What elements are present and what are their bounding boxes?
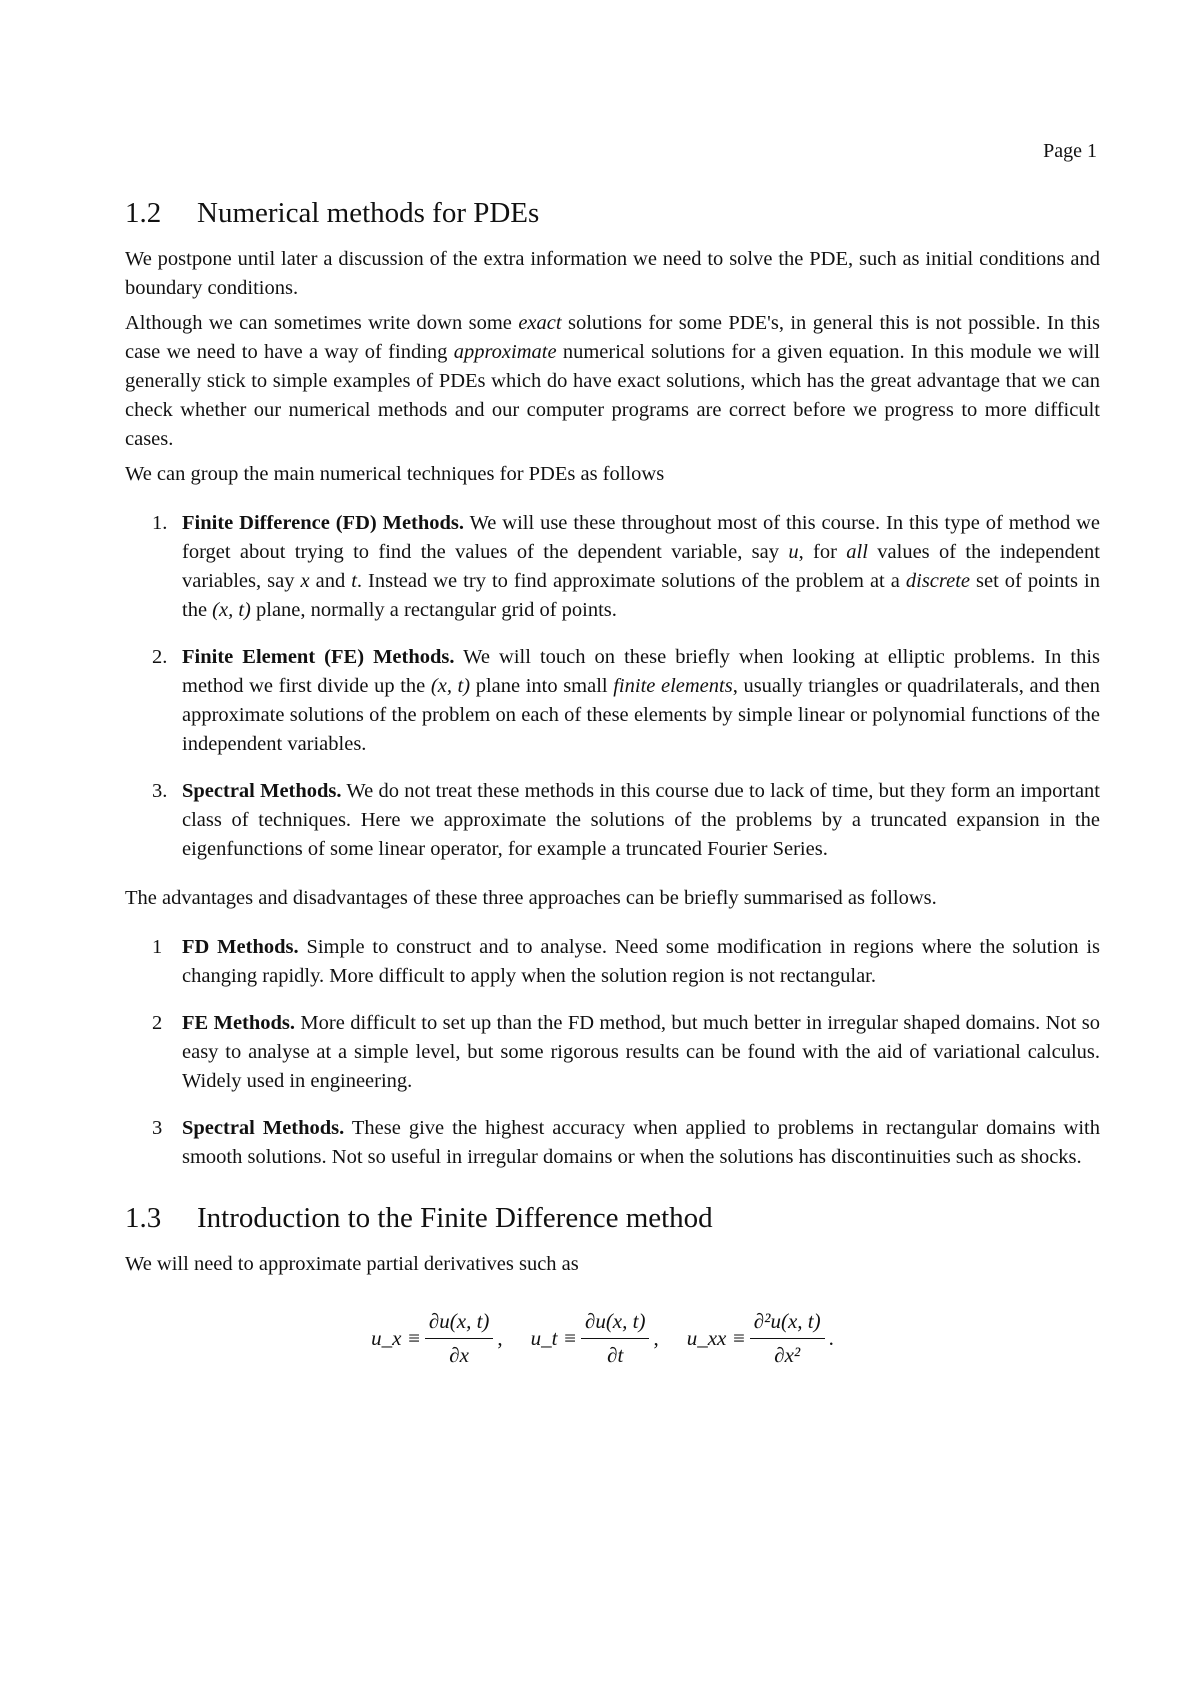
techniques-list	[125, 509, 1100, 864]
text-run: . Instead we try to find approximate solutions of the problem at a	[356, 570, 906, 592]
list-item	[125, 509, 1100, 625]
section-heading-1-3	[125, 1200, 1100, 1236]
item-title: Spectral Methods.	[182, 1117, 345, 1139]
list-item	[125, 933, 1100, 991]
fraction-denominator: ∂x²	[774, 1343, 801, 1367]
fraction-denominator: ∂t	[607, 1343, 624, 1367]
text-run: and	[309, 570, 352, 592]
paragraph: We postpone until later a discussion of the extra information we need to solve the PDE, such as initial conditions and boundary conditions.	[125, 248, 1100, 299]
text-run: We do not treat these methods in this course due to lack of time, but they form an important class of techniques. Here we approximate the solutions of the problems by a truncated expansion in the eigenfunctions of some linear operator, for example a truncated Fourier Series.	[182, 780, 1100, 860]
section-title: Numerical methods for PDEs	[197, 197, 540, 229]
list-item	[125, 1009, 1100, 1096]
page-content	[125, 195, 1100, 1370]
equation-term-ux	[371, 1307, 523, 1370]
text-run: We will use these throughout most of this course. In this type of method we forget about trying to find the values of the dependent variable, say	[182, 512, 1100, 563]
text-run: set of points in the	[182, 570, 1100, 621]
emphasis-finite-elements: finite elements	[613, 675, 733, 697]
paragraph	[125, 309, 1100, 454]
equation-lhs: u_x ≡	[371, 1326, 421, 1350]
emphasis-exact: exact	[518, 312, 562, 334]
fraction	[750, 1307, 825, 1370]
item-title: Finite Difference (FD) Methods.	[182, 512, 465, 534]
fraction	[425, 1307, 494, 1370]
text-run: numerical solutions for a given equation. In this module we will generally stick to simple examples of PDEs which do have exact solutions, which has the great advantage that we can check whether our numerical methods and our computer programs are correct before we progress to more difficult cases.	[125, 341, 1100, 450]
math-x: x	[300, 570, 310, 592]
equation-term-ut	[531, 1307, 679, 1370]
list-marker: 3.	[152, 780, 168, 802]
list-marker: 1.	[152, 512, 168, 534]
list-marker: 1	[152, 936, 163, 958]
section-number: 1.2	[125, 197, 162, 229]
text-run: values of the independent variables, say	[182, 541, 1100, 592]
paragraph: The advantages and disadvantages of these three approaches can be briefly summarised as follows.	[125, 887, 937, 909]
equation-lhs: u_xx ≡	[686, 1326, 746, 1350]
text-run: solutions for some PDE's, in general this is not possible. In this case we need to have a way of finding	[125, 312, 1100, 363]
text-run: , for	[798, 541, 847, 563]
list-marker: 2	[152, 1012, 163, 1034]
emphasis-approximate: approximate	[453, 341, 557, 363]
text-run: Although we can sometimes write down some	[125, 312, 519, 334]
emphasis-all: all	[846, 541, 868, 563]
page-number: Page 1	[1043, 140, 1097, 162]
item-title: Spectral Methods.	[182, 780, 342, 802]
math-u: u	[788, 541, 799, 563]
math-t: t	[351, 570, 357, 592]
text-run: More difficult to set up than the FD method, but much better in irregular shaped domains. Not so easy to analyse at a simple level, but some rigorous results can be found with the aid of variational calculus. Widely used in engineering.	[182, 1012, 1100, 1092]
emphasis-discrete: discrete	[905, 570, 971, 592]
item-title: Finite Element (FE) Methods.	[182, 646, 455, 668]
text-run: plane, normally a rectangular grid of points.	[250, 599, 617, 621]
fraction-numerator: ∂u(x, t)	[581, 1307, 650, 1339]
equation-lhs: u_t ≡	[530, 1326, 577, 1350]
comparison-list	[125, 933, 1100, 1172]
separator: ,	[497, 1326, 503, 1350]
separator: ,	[653, 1326, 659, 1350]
math-xt: (x, t)	[212, 599, 251, 621]
item-title: FD Methods.	[182, 936, 299, 958]
paragraph: We can group the main numerical techniques for PDEs as follows	[125, 463, 665, 485]
fraction	[581, 1307, 650, 1370]
derivative-equation	[125, 1307, 1100, 1370]
item-title: FE Methods.	[182, 1012, 296, 1034]
paragraph: We will need to approximate partial derivatives such as	[125, 1253, 579, 1275]
section-title: Introduction to the Finite Difference method	[197, 1202, 713, 1234]
text-run: These give the highest accuracy when applied to problems in rectangular domains with smooth solutions. Not so useful in irregular domains or when the solutions has discontinuities such as shocks.	[182, 1117, 1100, 1168]
list-item	[125, 777, 1100, 864]
list-marker: 2.	[152, 646, 168, 668]
section-number: 1.3	[125, 1202, 162, 1234]
fraction-denominator: ∂x	[449, 1343, 469, 1367]
list-item	[125, 1114, 1100, 1172]
section-heading-1-2	[125, 195, 1100, 231]
text-run: Simple to construct and to analyse. Need some modification in regions where the solution is changing rapidly. More difficult to apply when the solution region is not rectangular.	[182, 936, 1100, 987]
list-marker: 3	[152, 1117, 163, 1139]
fraction-numerator: ∂u(x, t)	[425, 1307, 494, 1339]
math-xt: (x, t)	[430, 675, 471, 697]
text-run: plane into small	[470, 675, 614, 697]
equation-term-uxx	[687, 1307, 854, 1370]
list-item	[125, 643, 1100, 759]
fraction-numerator: ∂²u(x, t)	[750, 1307, 825, 1339]
text-run: , usually triangles or quadrilaterals, and then approximate solutions of the problem on each of these elements by simple linear or polynomial functions of the independent variables.	[182, 675, 1100, 755]
text-run: We will touch on these briefly when looking at elliptic problems. In this method we first divide up the	[182, 646, 1101, 697]
separator: .	[828, 1326, 834, 1350]
